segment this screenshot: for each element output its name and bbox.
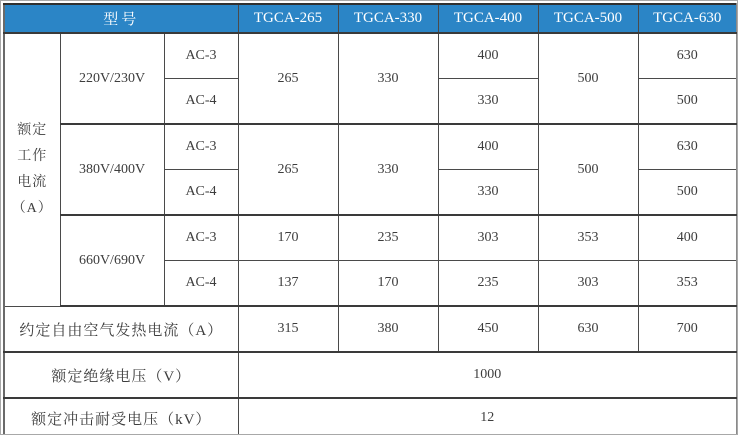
value-cell: 500 — [638, 79, 737, 125]
rated-current-label-line: 额定 — [17, 122, 48, 138]
value-cell: 380 — [338, 306, 438, 352]
row-insulation-voltage — [4, 352, 737, 398]
value-cell: 500 — [638, 170, 737, 216]
rated-current-label-line: 电流 — [17, 174, 48, 190]
ac3-label-cell: AC-3 — [164, 33, 238, 79]
rated-current-label-line: 工作 — [17, 148, 48, 164]
ac4-label-cell: AC-4 — [164, 261, 238, 307]
impulse-voltage-value-cell: 12 — [238, 398, 737, 435]
model-header-cell: 型号 — [4, 4, 238, 33]
row-impulse-voltage — [4, 398, 737, 435]
value-cell: 450 — [438, 306, 538, 352]
value-cell: 137 — [238, 261, 338, 307]
row-660-ac3 — [4, 215, 737, 261]
value-cell: 170 — [338, 261, 438, 307]
ac3-label-cell: AC-3 — [164, 215, 238, 261]
rated-current-label-cell — [4, 33, 60, 306]
ac4-label-cell: AC-4 — [164, 79, 238, 125]
value-cell: 265 — [238, 33, 338, 124]
row-380-ac3 — [4, 124, 737, 170]
model-col-tgca-265: TGCA-265 — [238, 4, 338, 33]
value-cell: 353 — [638, 261, 737, 307]
impulse-voltage-label-cell: 额定冲击耐受电压（kV） — [4, 398, 238, 435]
insulation-voltage-value-cell: 1000 — [238, 352, 737, 398]
value-cell: 265 — [238, 124, 338, 215]
spec-table — [3, 3, 738, 435]
value-cell: 400 — [438, 124, 538, 170]
value-cell: 700 — [638, 306, 737, 352]
model-col-tgca-500: TGCA-500 — [538, 4, 638, 33]
thermal-current-label-cell: 约定自由空气发热电流（A） — [4, 306, 238, 352]
value-cell: 353 — [538, 215, 638, 261]
value-cell: 500 — [538, 33, 638, 124]
value-cell: 315 — [238, 306, 338, 352]
value-cell: 400 — [638, 215, 737, 261]
ac3-label-cell: AC-3 — [164, 124, 238, 170]
value-cell: 630 — [538, 306, 638, 352]
voltage-cell-220: 220V/230V — [60, 33, 164, 124]
value-cell: 330 — [438, 79, 538, 125]
row-220-ac3 — [4, 33, 737, 79]
header-row — [4, 4, 737, 33]
model-col-tgca-630: TGCA-630 — [638, 4, 737, 33]
value-cell: 500 — [538, 124, 638, 215]
value-cell: 303 — [538, 261, 638, 307]
value-cell: 330 — [338, 33, 438, 124]
value-cell: 630 — [638, 124, 737, 170]
value-cell: 235 — [438, 261, 538, 307]
value-cell: 303 — [438, 215, 538, 261]
value-cell: 330 — [438, 170, 538, 216]
voltage-cell-380: 380V/400V — [60, 124, 164, 215]
value-cell: 170 — [238, 215, 338, 261]
model-col-tgca-330: TGCA-330 — [338, 4, 438, 33]
voltage-cell-660: 660V/690V — [60, 215, 164, 306]
model-col-tgca-400: TGCA-400 — [438, 4, 538, 33]
insulation-voltage-label-cell: 额定绝缘电压（V） — [4, 352, 238, 398]
value-cell: 630 — [638, 33, 737, 79]
value-cell: 235 — [338, 215, 438, 261]
rated-current-label-line: （A） — [11, 200, 53, 216]
value-cell: 330 — [338, 124, 438, 215]
row-thermal-current — [4, 306, 737, 352]
ac4-label-cell: AC-4 — [164, 170, 238, 216]
value-cell: 400 — [438, 33, 538, 79]
